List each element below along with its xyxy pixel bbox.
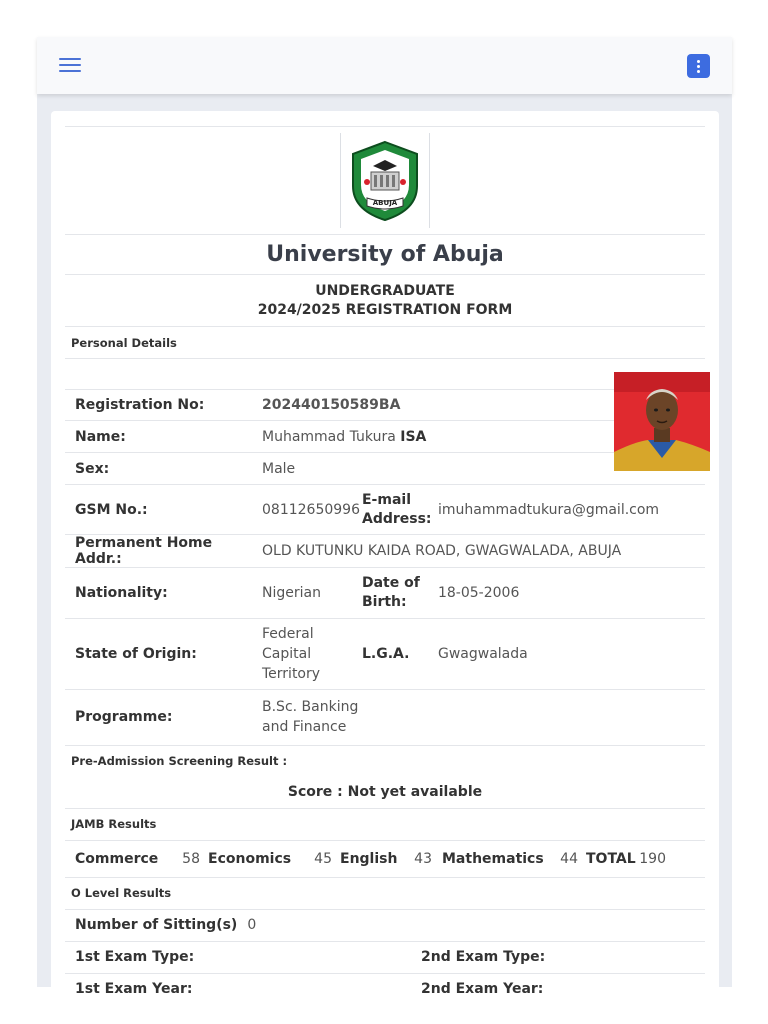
table-row bbox=[65, 390, 705, 421]
sittings-label: Number of Sitting(s) bbox=[75, 917, 238, 933]
address-value: OLD KUTUNKU KAIDA ROAD, GWAGWALADA, ABUJA bbox=[252, 535, 705, 568]
table-row bbox=[65, 568, 705, 619]
form-title: 2024/2025 REGISTRATION FORM bbox=[257, 301, 513, 318]
jamb-subject-1: Commerce bbox=[75, 850, 159, 867]
jamb-score-4: 44 bbox=[560, 850, 578, 867]
reg-no-value: 202440150589BA bbox=[252, 390, 705, 421]
dob-label bbox=[360, 568, 432, 619]
state-value bbox=[252, 619, 360, 690]
gsm-value: 08112650996 bbox=[252, 485, 360, 535]
sex-value: Male bbox=[252, 453, 705, 485]
registration-form bbox=[65, 126, 705, 1005]
email-label bbox=[360, 485, 432, 535]
jamb-subject-3: English bbox=[340, 850, 398, 867]
exam1-year-label: 1st Exam Year: bbox=[75, 981, 193, 997]
logo-text: ABUJA bbox=[372, 198, 398, 207]
nationality-label: Nationality: bbox=[65, 568, 252, 619]
jamb-results-row bbox=[65, 840, 705, 877]
table-row bbox=[65, 421, 705, 453]
university-logo bbox=[340, 133, 430, 228]
kebab-menu-icon[interactable] bbox=[687, 54, 710, 78]
programme-line2: and Finance bbox=[262, 719, 347, 736]
jamb-heading: JAMB Results bbox=[65, 808, 705, 840]
dob-label-line1: Date of bbox=[361, 575, 420, 591]
programme-value bbox=[252, 690, 360, 745]
table-row bbox=[65, 453, 705, 485]
jamb-subject-2: Economics bbox=[208, 850, 292, 867]
registration-card bbox=[51, 111, 719, 1001]
university-title: University of Abuja bbox=[65, 234, 705, 274]
hamburger-menu-icon[interactable] bbox=[59, 58, 81, 74]
exam2-year-label: 2nd Exam Year: bbox=[421, 981, 544, 997]
jamb-total-value: 190 bbox=[639, 850, 666, 867]
address-label: Permanent Home Addr.: bbox=[65, 535, 252, 568]
name-label: Name: bbox=[65, 421, 252, 453]
email-label-line1: E-mail bbox=[361, 491, 411, 508]
top-navbar bbox=[37, 37, 732, 94]
app-frame bbox=[37, 37, 732, 997]
dob-label-line2: Birth: bbox=[361, 594, 407, 610]
email-value: imuhammadtukura@gmail.com bbox=[432, 485, 705, 535]
jamb-total-label: TOTAL bbox=[586, 850, 636, 867]
state-line3: Territory bbox=[262, 666, 321, 682]
table-row bbox=[65, 485, 705, 535]
sittings-row bbox=[65, 909, 705, 941]
state-line1: Federal bbox=[262, 626, 314, 642]
state-line2: Capital bbox=[262, 646, 312, 662]
reg-no-label: Registration No: bbox=[65, 390, 252, 421]
exam-type-row bbox=[65, 941, 705, 973]
programme-label: Programme: bbox=[65, 690, 252, 745]
jamb-score-2: 45 bbox=[314, 850, 332, 867]
sex-label: Sex: bbox=[65, 453, 252, 485]
lga-value: Gwagwalada bbox=[432, 619, 705, 690]
table-row bbox=[65, 619, 705, 690]
state-label: State of Origin: bbox=[65, 619, 252, 690]
personal-details-table bbox=[65, 389, 705, 745]
lga-label: L.G.A. bbox=[360, 619, 432, 690]
gsm-label: GSM No.: bbox=[65, 485, 252, 535]
olevel-heading: O Level Results bbox=[65, 877, 705, 909]
programme-line1: B.Sc. Banking bbox=[262, 699, 359, 716]
screening-score: Score : Not yet available bbox=[287, 784, 483, 800]
jamb-score-1: 58 bbox=[182, 850, 200, 867]
personal-details-heading: Personal Details bbox=[65, 326, 705, 358]
spacer-row bbox=[65, 358, 705, 389]
logo-row bbox=[65, 126, 705, 234]
jamb-score-3: 43 bbox=[414, 850, 432, 867]
table-row bbox=[65, 535, 705, 568]
level-label: UNDERGRADUATE bbox=[315, 282, 455, 299]
jamb-subject-4: Mathematics bbox=[442, 850, 544, 867]
email-label-line2: Address: bbox=[361, 510, 432, 527]
nationality-value: Nigerian bbox=[252, 568, 360, 619]
screening-heading: Pre-Admission Screening Result : bbox=[65, 745, 705, 777]
table-row bbox=[65, 690, 705, 745]
exam2-type-label: 2nd Exam Type: bbox=[421, 949, 546, 965]
surname: ISA bbox=[400, 428, 427, 445]
exam-year-row bbox=[65, 973, 705, 1005]
dob-value: 18-05-2006 bbox=[432, 568, 705, 619]
sittings-value: 0 bbox=[247, 917, 257, 933]
first-names: Muhammad Tukura bbox=[262, 428, 396, 445]
exam1-type-label: 1st Exam Type: bbox=[75, 949, 195, 965]
passport-photo bbox=[614, 372, 710, 471]
form-heading bbox=[65, 274, 705, 326]
